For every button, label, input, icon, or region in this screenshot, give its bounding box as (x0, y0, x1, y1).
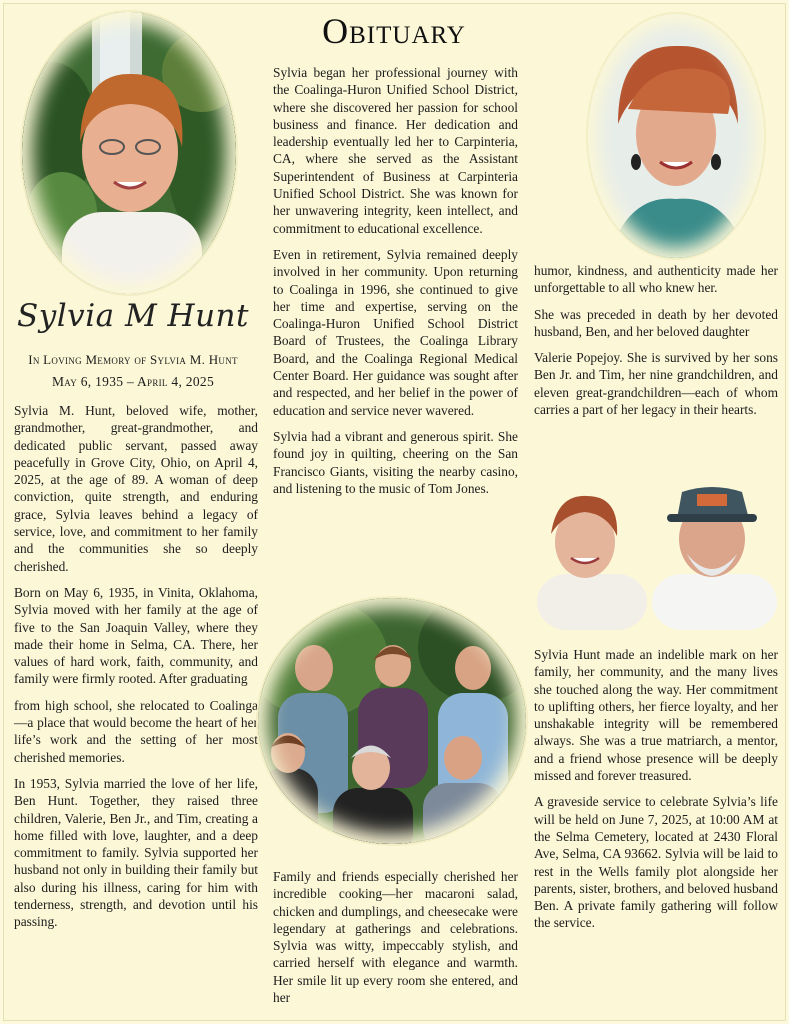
family-group-photo (258, 598, 526, 844)
memory-line: In Loving Memory of Sylvia M. Hunt (28, 352, 238, 367)
paragraph: Family and friends especially cherished her incredible cooking—her macaroni salad, chicken and dumplings, and cheesecake were legendary at gatherings and celebrations. Sylvia was witty, impeccably stylish, and carried herself with elegance and warmth. Her smile lit up every room she entered, and her (273, 869, 518, 1006)
paragraph: Sylvia M. Hunt, beloved wife, mother, grandmother, great-grandmother, and dedicated public servant, passed away peacefully in Grove City, Ohio, on April 4, 2025, at the age of 89. A woman of deep conviction, quite strength, and enduring grace, Sylvia leaves behind a legacy of service, love, and commitment to her family and the communities she so deeply cherished. (14, 403, 258, 574)
middle-column-text-bottom (273, 868, 518, 1015)
right-column-text-top (534, 262, 778, 427)
paragraph: Born on May 6, 1935, in Vinita, Oklahoma, Sylvia moved with her family at the age of five to the San Joaquin Valley, where they made their home in Selma, CA. There, her values of hard work, faith, community, and family were firmly rooted. After graduating (14, 584, 258, 687)
paragraph: from high school, she relocated to Coalinga —a place that would become the heart of her life’s work and the setting of her most cherished memories. (14, 697, 258, 765)
paragraph: Even in retirement, Sylvia remained deeply involved in her community. Upon returning to Coalinga in 1996, she continued to give her time and expertise, serving on the Coalinga-Huron Unified School District Board of Trustees, the Coalinga Library Board, and the Coalinga Regional Medical Center Board. Her guidance was sought after and respected, and her belief in the power of education and service never wavered. (273, 246, 518, 418)
portrait-photo-garden (22, 12, 236, 294)
middle-column-text-top (273, 64, 518, 506)
paragraph: Sylvia Hunt made an indelible mark on her family, her community, and the many lives she touched along the way. Her commitment to uplifting others, her fierce loyalty, and her unshakable integrity will be remembered always. She was a true matriarch, a mentor, and a friend whose presence will be deeply missed and forever treasured. (534, 647, 778, 784)
page-title: Obituary (322, 11, 466, 51)
paragraph: Sylvia began her professional journey with the Coalinga-Huron Unified School District, where she discovered her passion for school business and finance. Her dedication and leadership eventually led her to Carpinteria, CA, where she served as the Assistant Superintendent of Business at Carpinteria Unified School District. She was known for her unwavering integrity, keen intellect, and commitment to educational excellence. (273, 65, 518, 236)
paragraph: Sylvia had a vibrant and generous spirit. She found joy in quilting, cheering on the San Francisco Giants, visiting the nearby casino, and listening to the music of Tom Jones. (273, 428, 518, 496)
paragraph: Valerie Popejoy. She is survived by her sons Ben Jr. and Tim, her nine grandchildren, and eleven great-grandchildren—each of whom carries a part of her legacy in their hearts. (534, 350, 778, 418)
portrait-photo-young (588, 14, 764, 258)
right-column-text-bottom (534, 646, 778, 941)
paragraph: humor, kindness, and authenticity made her unforgettable to all who knew her. (534, 263, 778, 296)
signature-name: Sylvia M Hunt (17, 298, 249, 334)
paragraph: She was preceded in death by her devoted husband, Ben, and her beloved daughter (534, 306, 778, 339)
life-dates: May 6, 1935 – April 4, 2025 (51, 374, 215, 389)
couple-photo (537, 484, 777, 630)
paragraph: In 1953, Sylvia married the love of her life, Ben Hunt. Together, they raised three children, Valerie, Ben Jr., and Tim, creating a home filled with love, laughter, and a deep commitment to family. Sylvia supported her husband not only in building their family but also during his illness, caring for him with tenderness, strength, and devotion until his passing. (14, 775, 258, 930)
left-column-text (14, 402, 258, 940)
paragraph: A graveside service to celebrate Sylvia’s life will be held on June 7, 2025, at 10:00 AM at the Selma Cemetery, located at 2430 Floral Ave, Selma, CA 93662. Sylvia will be laid to rest in the Wells family plot alongside her parents, sister, brothers, and beloved husband Ben. A private family gathering will follow the service. (534, 794, 778, 931)
